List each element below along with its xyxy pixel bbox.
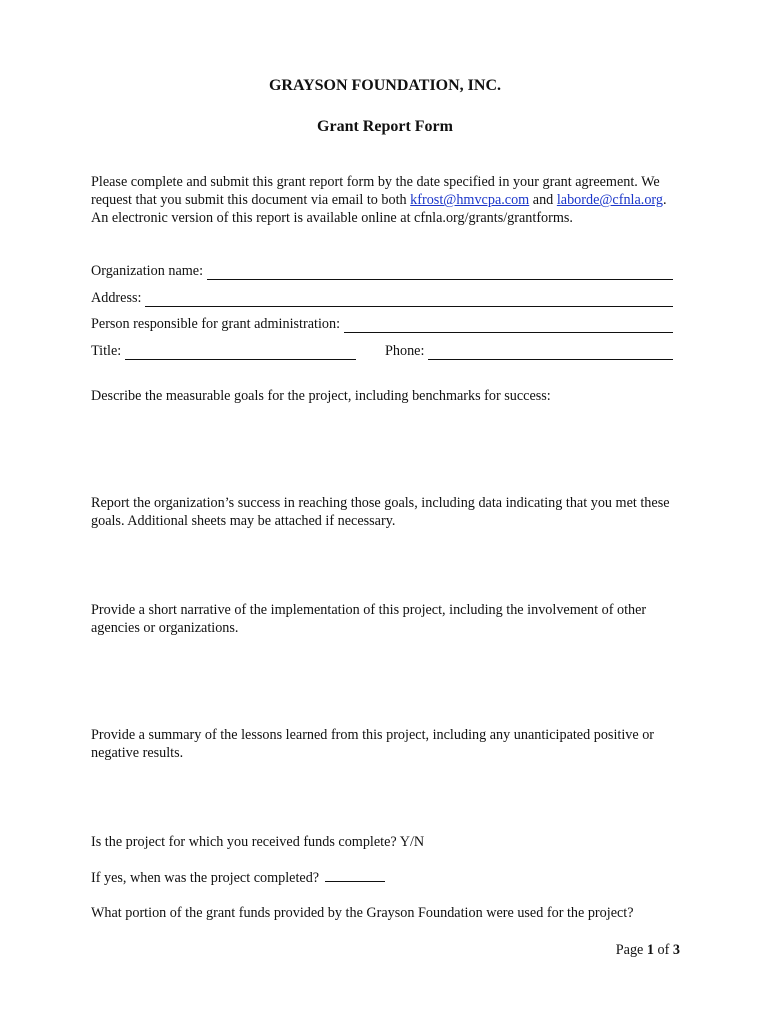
phone-field (385, 340, 673, 360)
question-narrative: Provide a short narrative of the implementation of this project, including the involvement of other agencies or organizations. (91, 602, 647, 636)
phone-input-line[interactable] (428, 344, 673, 360)
current-page: 1 (646, 942, 654, 958)
address-label: Address: (91, 290, 142, 306)
person-responsible-field (91, 313, 673, 333)
organization-heading: GRAYSON FOUNDATION, INC. (268, 77, 502, 94)
title-input-line[interactable] (125, 344, 356, 360)
intro-text-2: . An electronic version of this report is available online at cfnla.org/grants/grantforms. (91, 192, 667, 226)
question-portion: What portion of the grant funds provided by the Grayson Foundation were used for the project? (91, 905, 634, 921)
intro-text-1: Please complete and submit this grant report form by the date specified in your grant agreement. We request that you submit this document via email to both (91, 174, 660, 208)
person-responsible-label: Person responsible for grant administration: (91, 316, 341, 332)
address-field (91, 287, 673, 307)
of-word: of (657, 942, 670, 958)
phone-label: Phone: (385, 343, 425, 359)
email-link-kfrost[interactable]: kfrost@hmvcpa.com (410, 192, 530, 208)
page-number (616, 942, 680, 959)
question-goals: Describe the measurable goals for the project, including benchmarks for success: (91, 388, 551, 404)
intro-paragraph (91, 173, 681, 227)
title-field (91, 340, 356, 360)
completed-date-blank[interactable] (325, 869, 385, 882)
form-title: Grant Report Form (317, 118, 453, 135)
page-word: Page (615, 942, 644, 958)
organization-name-input-line[interactable] (207, 264, 673, 280)
intro-text-and: and (529, 192, 557, 208)
email-link-laborde[interactable]: laborde@cfnla.org (556, 192, 663, 208)
question-success: Report the organization’s success in reaching those goals, including data indicating that you met these goals. Additional sheets may be attached if necessary. (91, 495, 670, 529)
title-label: Title: (91, 343, 122, 359)
address-input-line[interactable] (145, 291, 673, 307)
question-completed-when-text: If yes, when was the project completed? (91, 870, 320, 886)
total-pages: 3 (672, 942, 680, 958)
question-completed-when (91, 869, 681, 887)
person-responsible-input-line[interactable] (344, 317, 673, 333)
question-complete: Is the project for which you received funds complete? Y/N (91, 834, 425, 850)
organization-name-label: Organization name: (91, 263, 204, 279)
question-lessons: Provide a summary of the lessons learned from this project, including any unanticipated positive or negative results. (91, 727, 655, 761)
organization-name-field (91, 260, 673, 280)
